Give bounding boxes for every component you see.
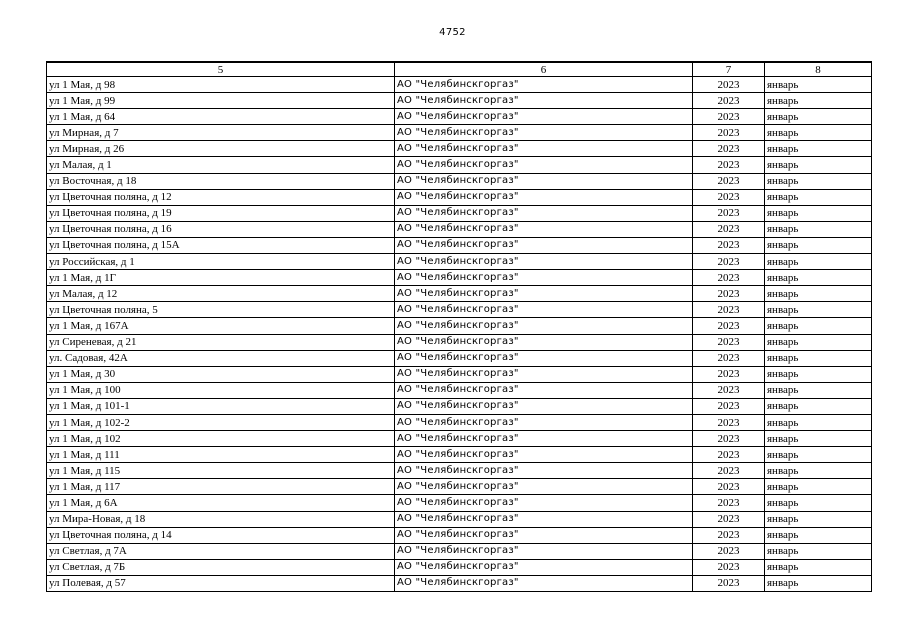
address-cell: ул 1 Мая, д 101-1: [47, 398, 395, 414]
address-cell: ул 1 Мая, д 115: [47, 463, 395, 479]
table-row: [47, 559, 872, 575]
year-cell: 2023: [693, 431, 765, 447]
month-cell: январь: [765, 109, 872, 125]
organization-cell: АО "Челябинскгоргаз": [395, 157, 693, 173]
month-cell: январь: [765, 221, 872, 237]
organization-cell: АО "Челябинскгоргаз": [395, 173, 693, 189]
organization-cell: АО "Челябинскгоргаз": [395, 302, 693, 318]
address-cell: ул Цветочная поляна, д 12: [47, 189, 395, 205]
organization-cell: АО "Челябинскгоргаз": [395, 237, 693, 253]
year-cell: 2023: [693, 350, 765, 366]
address-cell: ул Сиреневая, д 21: [47, 334, 395, 350]
table-row: [47, 254, 872, 270]
year-cell: 2023: [693, 205, 765, 221]
year-cell: 2023: [693, 495, 765, 511]
organization-cell: АО "Челябинскгоргаз": [395, 447, 693, 463]
column-header-7: 7: [693, 62, 765, 77]
address-cell: ул Цветочная поляна, д 19: [47, 205, 395, 221]
address-cell: ул Светлая, д 7Б: [47, 559, 395, 575]
month-cell: январь: [765, 431, 872, 447]
month-cell: январь: [765, 286, 872, 302]
table-row: [47, 414, 872, 430]
year-cell: 2023: [693, 398, 765, 414]
organization-cell: АО "Челябинскгоргаз": [395, 141, 693, 157]
organization-cell: АО "Челябинскгоргаз": [395, 414, 693, 430]
header-row: [47, 62, 872, 77]
address-cell: ул Российская, д 1: [47, 254, 395, 270]
organization-cell: АО "Челябинскгоргаз": [395, 109, 693, 125]
address-cell: ул Малая, д 12: [47, 286, 395, 302]
address-cell: ул 1 Мая, д 167А: [47, 318, 395, 334]
month-cell: январь: [765, 205, 872, 221]
organization-cell: АО "Челябинскгоргаз": [395, 77, 693, 93]
year-cell: 2023: [693, 366, 765, 382]
month-cell: январь: [765, 141, 872, 157]
year-cell: 2023: [693, 157, 765, 173]
organization-cell: АО "Челябинскгоргаз": [395, 318, 693, 334]
table-row: [47, 318, 872, 334]
column-header-5: 5: [47, 62, 395, 77]
month-cell: январь: [765, 254, 872, 270]
table-row: [47, 270, 872, 286]
table-row: [47, 302, 872, 318]
table-row: [47, 511, 872, 527]
organization-cell: АО "Челябинскгоргаз": [395, 205, 693, 221]
organization-cell: АО "Челябинскгоргаз": [395, 286, 693, 302]
address-cell: ул 1 Мая, д 6А: [47, 495, 395, 511]
table-row: [47, 221, 872, 237]
table-row: [47, 431, 872, 447]
table-row: [47, 157, 872, 173]
month-cell: январь: [765, 318, 872, 334]
month-cell: январь: [765, 334, 872, 350]
table-row: [47, 398, 872, 414]
year-cell: 2023: [693, 141, 765, 157]
year-cell: 2023: [693, 77, 765, 93]
month-cell: январь: [765, 350, 872, 366]
organization-cell: АО "Челябинскгоргаз": [395, 479, 693, 495]
year-cell: 2023: [693, 286, 765, 302]
year-cell: 2023: [693, 463, 765, 479]
organization-cell: АО "Челябинскгоргаз": [395, 398, 693, 414]
month-cell: январь: [765, 125, 872, 141]
month-cell: январь: [765, 189, 872, 205]
year-cell: 2023: [693, 93, 765, 109]
year-cell: 2023: [693, 125, 765, 141]
table-row: [47, 575, 872, 591]
address-cell: ул Мирная, д 7: [47, 125, 395, 141]
table-row: [47, 463, 872, 479]
organization-cell: АО "Челябинскгоргаз": [395, 270, 693, 286]
organization-cell: АО "Челябинскгоргаз": [395, 431, 693, 447]
address-cell: ул Цветочная поляна, д 16: [47, 221, 395, 237]
organization-cell: АО "Челябинскгоргаз": [395, 221, 693, 237]
month-cell: январь: [765, 157, 872, 173]
address-cell: ул Цветочная поляна, д 15А: [47, 237, 395, 253]
address-cell: ул 1 Мая, д 111: [47, 447, 395, 463]
year-cell: 2023: [693, 447, 765, 463]
month-cell: январь: [765, 398, 872, 414]
month-cell: январь: [765, 173, 872, 189]
address-cell: ул Мира-Новая, д 18: [47, 511, 395, 527]
year-cell: 2023: [693, 414, 765, 430]
address-cell: ул 1 Мая, д 102: [47, 431, 395, 447]
column-header-6: 6: [395, 62, 693, 77]
address-cell: ул 1 Мая, д 117: [47, 479, 395, 495]
year-cell: 2023: [693, 543, 765, 559]
table-row: [47, 237, 872, 253]
year-cell: 2023: [693, 479, 765, 495]
year-cell: 2023: [693, 173, 765, 189]
table-row: [47, 93, 872, 109]
year-cell: 2023: [693, 511, 765, 527]
month-cell: январь: [765, 270, 872, 286]
address-cell: ул Малая, д 1: [47, 157, 395, 173]
organization-cell: АО "Челябинскгоргаз": [395, 334, 693, 350]
year-cell: 2023: [693, 189, 765, 205]
organization-cell: АО "Челябинскгоргаз": [395, 189, 693, 205]
address-cell: ул. Садовая, 42А: [47, 350, 395, 366]
month-cell: январь: [765, 479, 872, 495]
table-row: [47, 495, 872, 511]
table-row: [47, 125, 872, 141]
address-cell: ул Цветочная поляна, 5: [47, 302, 395, 318]
month-cell: январь: [765, 463, 872, 479]
address-cell: ул Цветочная поляна, д 14: [47, 527, 395, 543]
address-cell: ул 1 Мая, д 64: [47, 109, 395, 125]
year-cell: 2023: [693, 318, 765, 334]
address-cell: ул Полевая, д 57: [47, 575, 395, 591]
table-row: [47, 350, 872, 366]
organization-cell: АО "Челябинскгоргаз": [395, 527, 693, 543]
page-number: 4752: [439, 27, 466, 38]
organization-cell: АО "Челябинскгоргаз": [395, 125, 693, 141]
organization-cell: АО "Челябинскгоргаз": [395, 93, 693, 109]
address-cell: ул 1 Мая, д 30: [47, 366, 395, 382]
organization-cell: АО "Челябинскгоргаз": [395, 366, 693, 382]
address-cell: ул 1 Мая, д 99: [47, 93, 395, 109]
organization-cell: АО "Челябинскгоргаз": [395, 350, 693, 366]
organization-cell: АО "Челябинскгоргаз": [395, 511, 693, 527]
table-row: [47, 447, 872, 463]
year-cell: 2023: [693, 254, 765, 270]
table-row: [47, 109, 872, 125]
table-row: [47, 334, 872, 350]
organization-cell: АО "Челябинскгоргаз": [395, 495, 693, 511]
table-row: [47, 286, 872, 302]
year-cell: 2023: [693, 302, 765, 318]
table-row: [47, 382, 872, 398]
year-cell: 2023: [693, 382, 765, 398]
year-cell: 2023: [693, 527, 765, 543]
month-cell: январь: [765, 414, 872, 430]
column-header-8: 8: [765, 62, 872, 77]
month-cell: январь: [765, 575, 872, 591]
month-cell: январь: [765, 382, 872, 398]
organization-cell: АО "Челябинскгоргаз": [395, 559, 693, 575]
table-row: [47, 543, 872, 559]
month-cell: январь: [765, 237, 872, 253]
table-header: [47, 62, 872, 77]
table-row: [47, 141, 872, 157]
year-cell: 2023: [693, 334, 765, 350]
organization-cell: АО "Челябинскгоргаз": [395, 254, 693, 270]
table-row: [47, 479, 872, 495]
table-row: [47, 527, 872, 543]
year-cell: 2023: [693, 559, 765, 575]
table-row: [47, 77, 872, 93]
address-cell: ул 1 Мая, д 102-2: [47, 414, 395, 430]
month-cell: январь: [765, 559, 872, 575]
organization-cell: АО "Челябинскгоргаз": [395, 463, 693, 479]
organization-cell: АО "Челябинскгоргаз": [395, 575, 693, 591]
month-cell: январь: [765, 93, 872, 109]
year-cell: 2023: [693, 109, 765, 125]
table-row: [47, 189, 872, 205]
register-table: [46, 61, 872, 592]
address-cell: ул 1 Мая, д 100: [47, 382, 395, 398]
address-cell: ул 1 Мая, д 98: [47, 77, 395, 93]
month-cell: январь: [765, 77, 872, 93]
table-row: [47, 366, 872, 382]
address-cell: ул Восточная, д 18: [47, 173, 395, 189]
year-cell: 2023: [693, 270, 765, 286]
month-cell: январь: [765, 366, 872, 382]
month-cell: январь: [765, 447, 872, 463]
organization-cell: АО "Челябинскгоргаз": [395, 543, 693, 559]
month-cell: январь: [765, 302, 872, 318]
address-cell: ул 1 Мая, д 1Г: [47, 270, 395, 286]
address-cell: ул Светлая, д 7А: [47, 543, 395, 559]
month-cell: январь: [765, 527, 872, 543]
year-cell: 2023: [693, 575, 765, 591]
month-cell: январь: [765, 495, 872, 511]
address-cell: ул Мирная, д 26: [47, 141, 395, 157]
table-row: [47, 173, 872, 189]
table-body: [47, 77, 872, 592]
month-cell: январь: [765, 543, 872, 559]
month-cell: январь: [765, 511, 872, 527]
table-row: [47, 205, 872, 221]
year-cell: 2023: [693, 221, 765, 237]
year-cell: 2023: [693, 237, 765, 253]
organization-cell: АО "Челябинскгоргаз": [395, 382, 693, 398]
